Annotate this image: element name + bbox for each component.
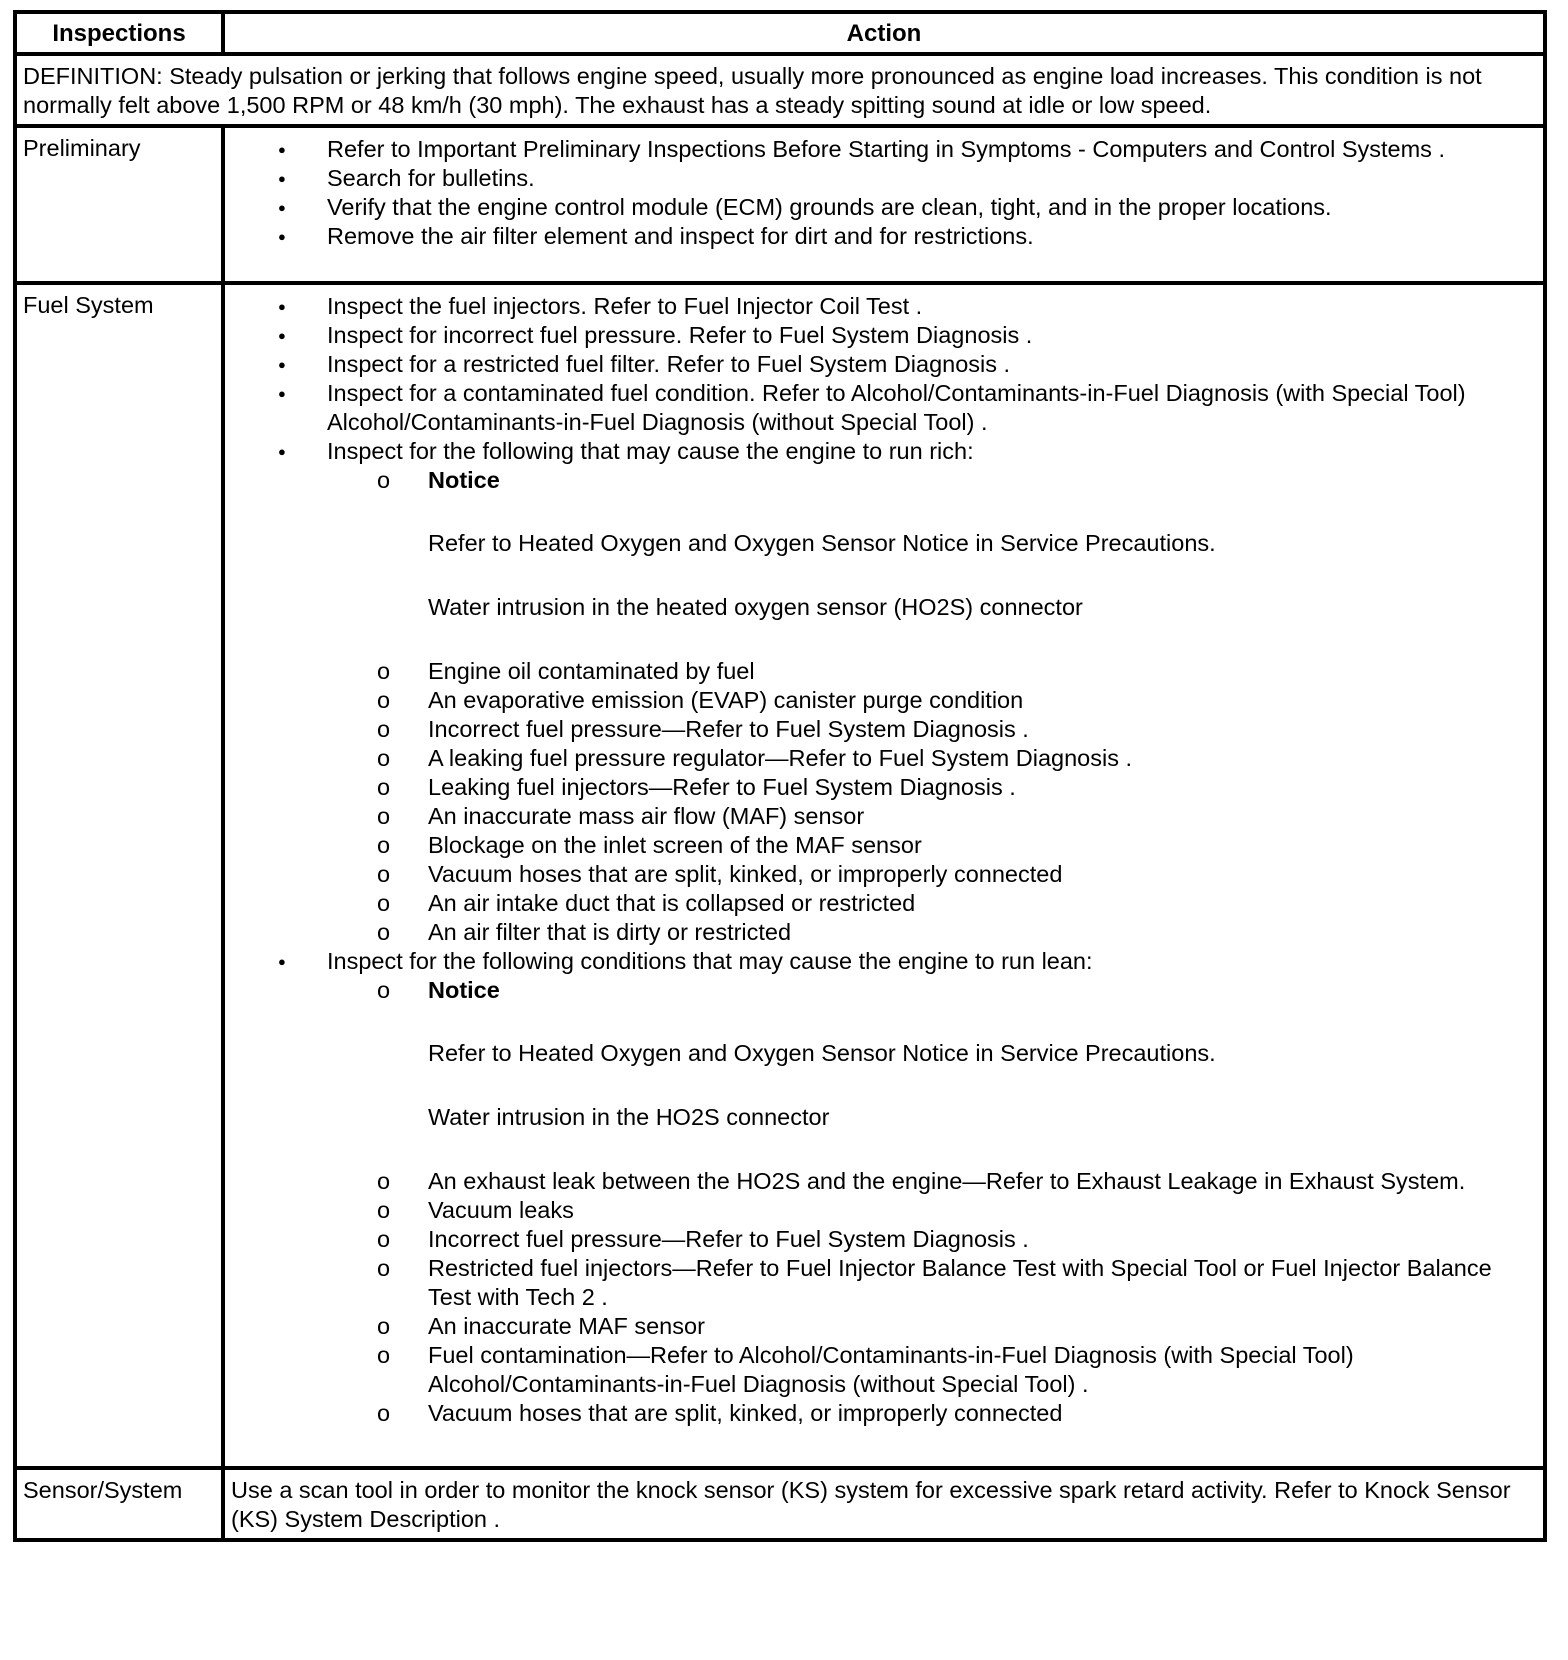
list-item: o An air filter that is dirty or restricted — [15, 918, 1537, 947]
list-item: o An inaccurate MAF sensor — [15, 1312, 1537, 1341]
rich-intro: Inspect for the following that may cause the engine to run rich: — [327, 438, 974, 464]
list-item: o An air intake duct that is collapsed or restricted — [15, 889, 1537, 918]
notice-item: Water intrusion in the HO2S connector — [428, 1104, 830, 1130]
definition-row — [15, 54, 1545, 126]
symptom-table — [13, 10, 1547, 1542]
list-item: o An exhaust leak between the HO2S and the engine—Refer to Exhaust Leakage in Exhaust System. — [15, 1167, 1537, 1196]
list-item: ● Search for bulletins. — [15, 164, 1537, 193]
lean-conditions-item — [15, 947, 1537, 1428]
list-item: ● Remove the air filter element and inspect for dirt and for restrictions. — [15, 222, 1537, 251]
header-row — [15, 12, 1545, 54]
fuel-system-label: Fuel System — [15, 283, 223, 1468]
preliminary-label: Preliminary — [15, 126, 223, 283]
rich-notice — [15, 466, 1537, 622]
list-item: o Leaking fuel injectors—Refer to Fuel System Diagnosis . — [15, 773, 1537, 802]
lean-intro: Inspect for the following conditions that may cause the engine to run lean: — [327, 948, 1093, 974]
notice-item: Water intrusion in the heated oxygen sensor (HO2S) connector — [428, 594, 1083, 620]
list-item: ● Inspect for a restricted fuel filter. Refer to Fuel System Diagnosis . — [15, 350, 1537, 379]
list-item: ● Inspect the fuel injectors. Refer to Fuel Injector Coil Test . — [15, 292, 1537, 321]
fuel-system-row — [15, 283, 1545, 1468]
lean-sublist — [327, 976, 1537, 1428]
notice-title: o Notice — [428, 977, 500, 1003]
list-item: o A leaking fuel pressure regulator—Refer to Fuel System Diagnosis . — [15, 744, 1537, 773]
sensor-system-row — [15, 1468, 1545, 1540]
fuel-system-list — [15, 292, 1537, 1428]
list-item: o Incorrect fuel pressure—Refer to Fuel System Diagnosis . — [15, 715, 1537, 744]
list-item: o Vacuum hoses that are split, kinked, or improperly connected — [15, 1399, 1537, 1428]
preliminary-action — [223, 126, 1545, 283]
list-item: o Incorrect fuel pressure—Refer to Fuel System Diagnosis . — [15, 1225, 1537, 1254]
notice-text: Refer to Heated Oxygen and Oxygen Sensor Notice in Service Precautions. — [428, 530, 1216, 556]
fuel-system-action — [223, 283, 1545, 1468]
list-item: o Restricted fuel injectors—Refer to Fuel Injector Balance Test with Special Tool or Fuel Injector Balance Test with Tech 2 . — [15, 1254, 1537, 1312]
list-item: ● Refer to Important Preliminary Inspections Before Starting in Symptoms - Computers and Control Systems . — [15, 135, 1537, 164]
list-item: o Blockage on the inlet screen of the MAF sensor — [15, 831, 1537, 860]
notice-text: Refer to Heated Oxygen and Oxygen Sensor Notice in Service Precautions. — [428, 1040, 1216, 1066]
notice-title: o Notice — [428, 467, 500, 493]
sensor-system-action: Use a scan tool in order to monitor the knock sensor (KS) system for excessive spark retard activity. Refer to Knock Sensor (KS) System Description . — [223, 1468, 1545, 1540]
rich-sublist — [327, 466, 1537, 947]
list-item: o Engine oil contaminated by fuel — [15, 657, 1537, 686]
list-item: ● Verify that the engine control module (ECM) grounds are clean, tight, and in the proper locations. — [15, 193, 1537, 222]
lean-notice — [15, 976, 1537, 1132]
preliminary-row — [15, 126, 1545, 283]
list-item: o An inaccurate mass air flow (MAF) sensor — [15, 802, 1537, 831]
list-item: ● Inspect for a contaminated fuel condition. Refer to Alcohol/Contaminants-in-Fuel Diagnosis (with Special Tool) Alcohol/Contaminants-in-Fuel Diagnosis (without Special Tool) . — [15, 379, 1537, 437]
sensor-system-label: Sensor/System — [15, 1468, 223, 1540]
preliminary-list — [15, 135, 1537, 251]
definition-text: DEFINITION: Steady pulsation or jerking that follows engine speed, usually more pronounced as engine load increases. This condition is not normally felt above 1,500 RPM or 48 km/h (30 mph). The exhaust has a steady spitting sound at idle or low speed. — [15, 54, 1545, 126]
header-inspections: Inspections — [15, 12, 223, 54]
list-item: o Fuel contamination—Refer to Alcohol/Contaminants-in-Fuel Diagnosis (with Special Tool) Alcohol/Contaminants-in-Fuel Diagnosis (without Special Tool) . — [15, 1341, 1537, 1399]
list-item: o Vacuum leaks — [15, 1196, 1537, 1225]
list-item: o Vacuum hoses that are split, kinked, or improperly connected — [15, 860, 1537, 889]
rich-conditions-item — [15, 437, 1537, 947]
list-item: o An evaporative emission (EVAP) canister purge condition — [15, 686, 1537, 715]
list-item: ● Inspect for incorrect fuel pressure. Refer to Fuel System Diagnosis . — [15, 321, 1537, 350]
header-action: Action — [223, 12, 1545, 54]
